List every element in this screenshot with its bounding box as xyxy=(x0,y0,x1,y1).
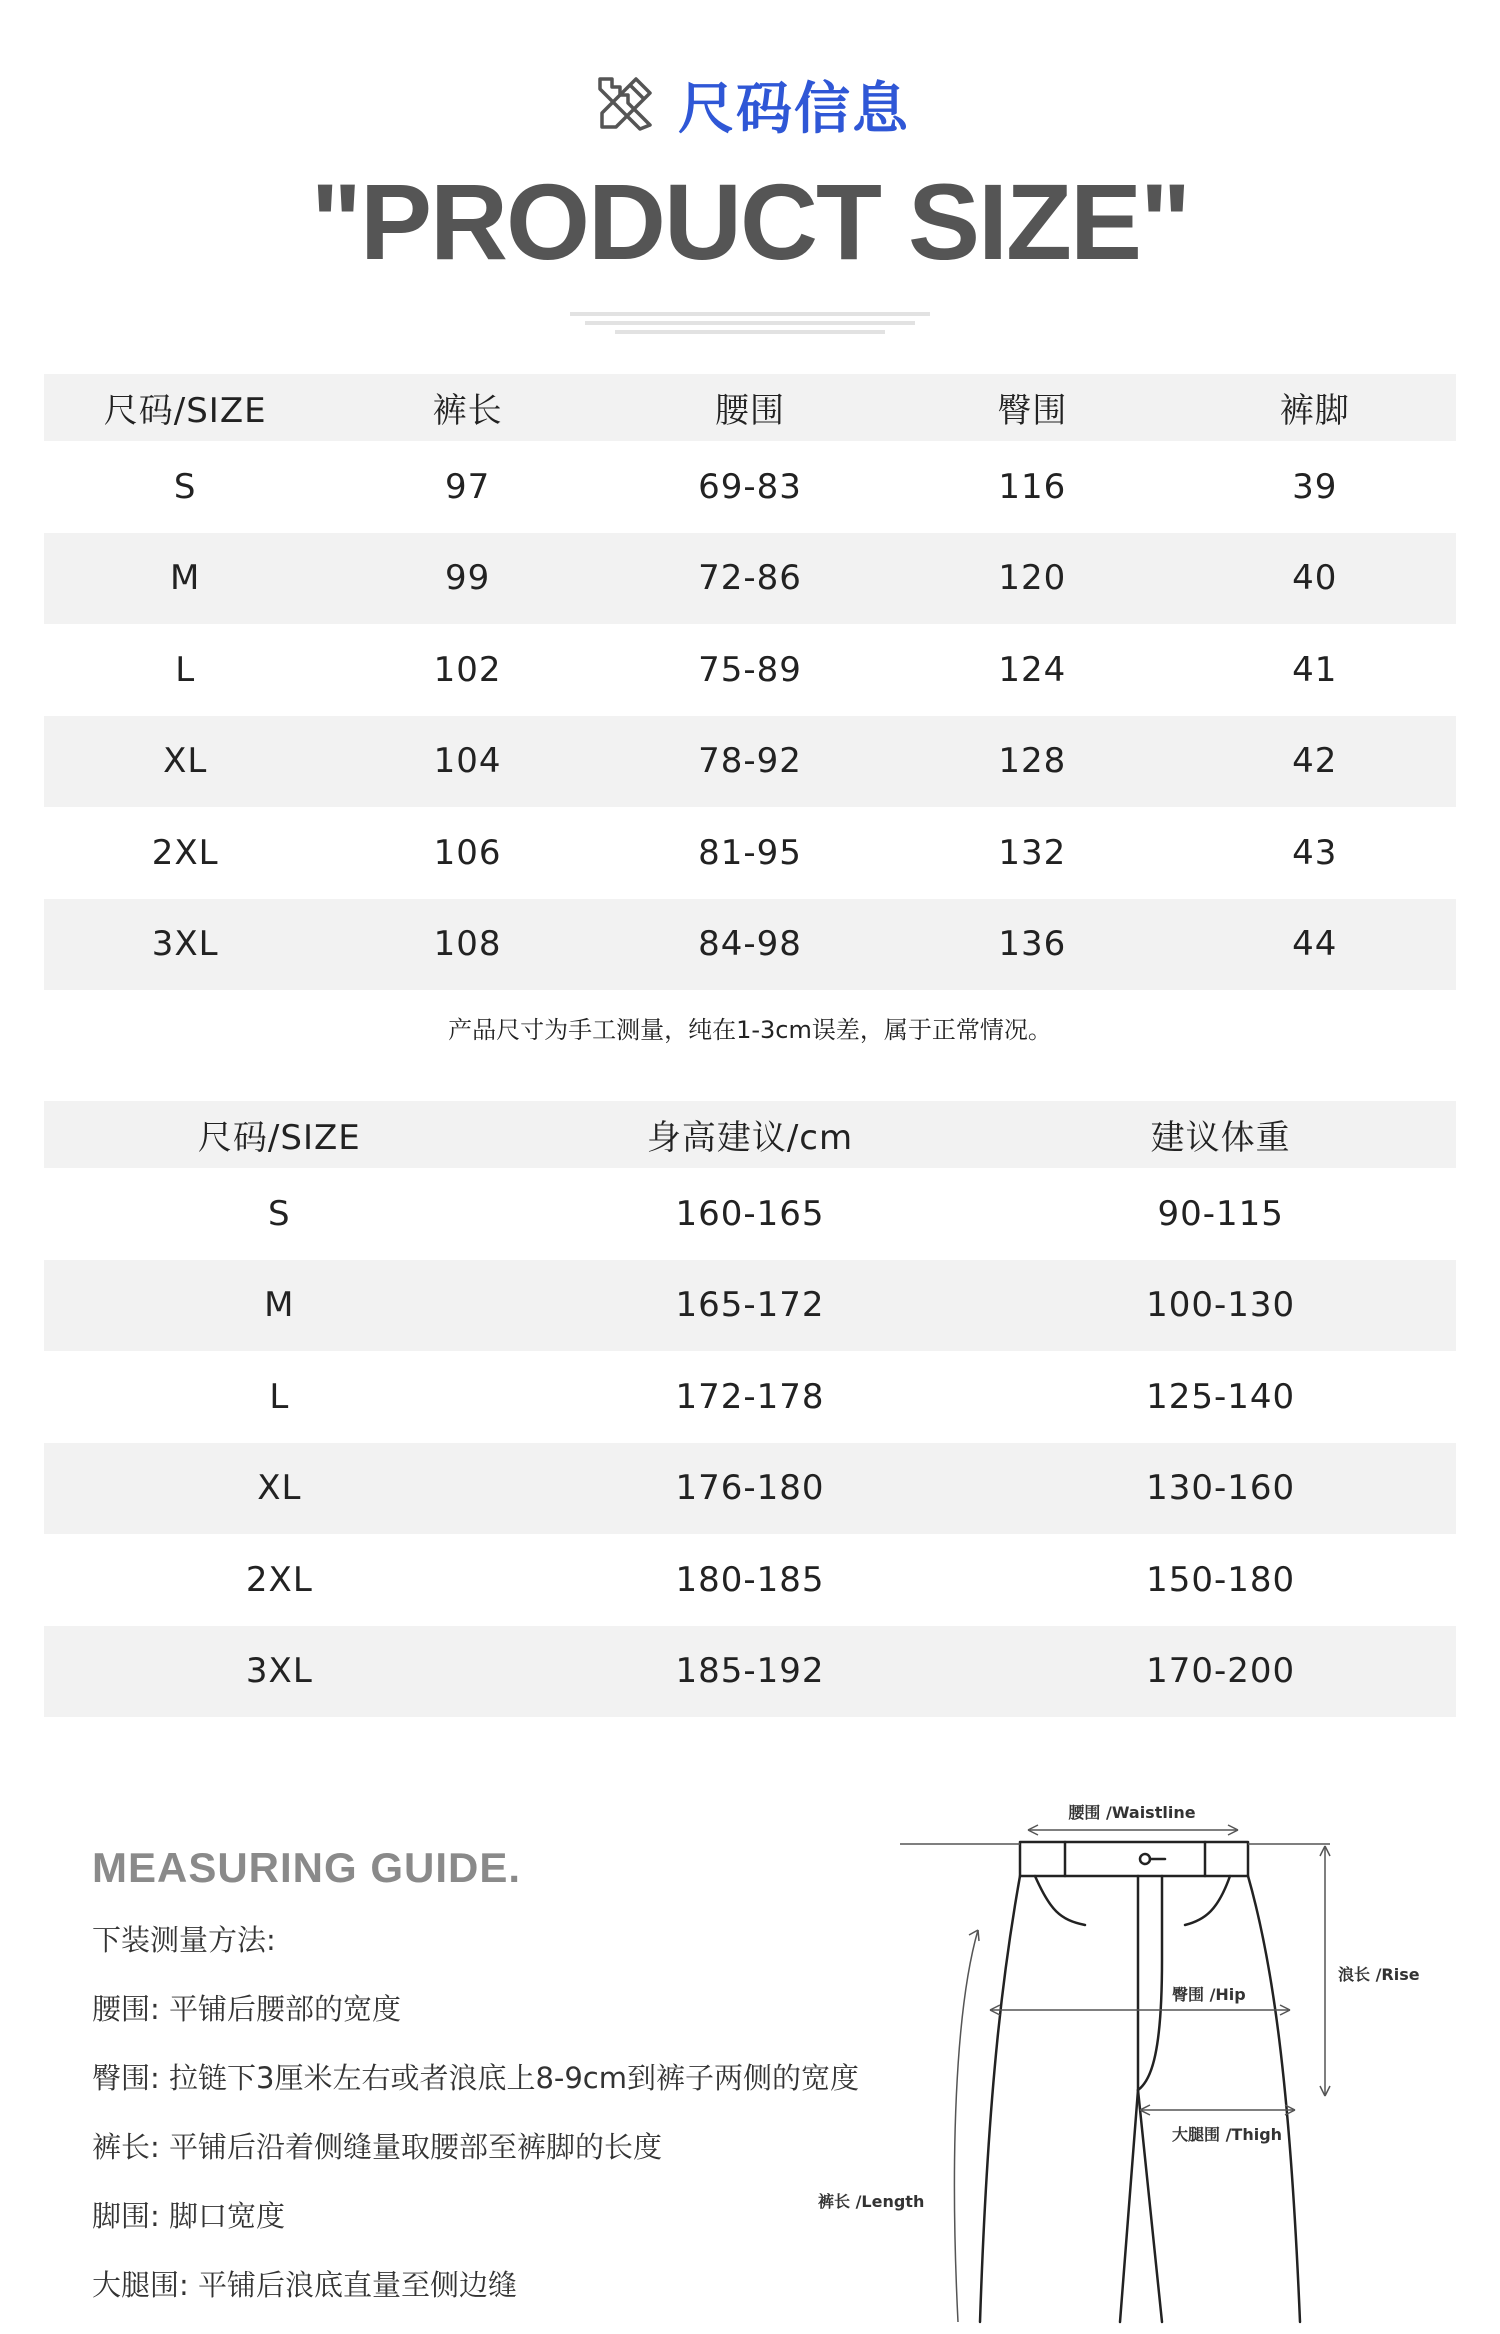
pants-icon xyxy=(818,1760,1440,2322)
table-cell: 108 xyxy=(433,924,502,965)
rise-label: 浪长 /Rise xyxy=(1338,1965,1420,1984)
table-cell: M xyxy=(264,1285,295,1326)
table-cell: 78-92 xyxy=(698,741,802,782)
table-cell: 165-172 xyxy=(675,1285,825,1326)
table-cell: 99 xyxy=(444,558,491,599)
table-cell: 97 xyxy=(444,466,491,507)
table-cell: 72-86 xyxy=(698,558,802,599)
header-cell: 尺码/SIZE xyxy=(197,1118,361,1158)
ruler-pencil-icon xyxy=(590,67,662,143)
waist-label: 腰围 /Waistline xyxy=(1068,1803,1196,1822)
table-cell: 3XL xyxy=(151,924,219,965)
table-cell: 185-192 xyxy=(675,1651,825,1692)
table-cell: 40 xyxy=(1292,558,1338,599)
header-cell: 身高建议/cm xyxy=(646,1118,854,1158)
table-cell: 124 xyxy=(998,649,1067,690)
decorative-lines xyxy=(570,312,930,334)
guide-line: 臀围: 拉链下3厘米左右或者浪底上8-9cm到裤子两侧的宽度 xyxy=(92,2061,860,2095)
guide-line: 腰围: 平铺后腰部的宽度 xyxy=(92,1992,401,2026)
guide-line: 脚围: 脚口宽度 xyxy=(92,2199,285,2233)
table-row xyxy=(44,807,1456,899)
table-cell: 69-83 xyxy=(698,466,802,507)
table-row xyxy=(44,1534,1456,1626)
table-cell: 90-115 xyxy=(1157,1193,1284,1234)
table-cell: 130-160 xyxy=(1146,1468,1296,1509)
table-cell: L xyxy=(175,649,196,690)
table-row xyxy=(44,899,1456,991)
table-cell: 41 xyxy=(1292,649,1338,690)
table-cell: S xyxy=(173,466,197,507)
table-header-row xyxy=(44,374,1456,441)
table-cell: 172-178 xyxy=(675,1376,825,1417)
table-cell: 180-185 xyxy=(675,1559,825,1600)
table-cell: XL xyxy=(257,1468,302,1509)
length-label: 裤长 /Length xyxy=(818,2192,925,2211)
table-row xyxy=(44,624,1456,716)
table-cell: 39 xyxy=(1292,466,1338,507)
table-cell: 2XL xyxy=(151,832,219,873)
table-row xyxy=(44,1260,1456,1352)
table-cell: 160-165 xyxy=(675,1193,825,1234)
table-cell: 150-180 xyxy=(1146,1559,1296,1600)
thigh-label: 大腿围 /Thigh xyxy=(1172,2125,1283,2144)
table-cell: 116 xyxy=(998,466,1067,507)
header-cell: 建议体重 xyxy=(1150,1118,1291,1158)
size-table xyxy=(44,374,1456,990)
product-size-title: "PRODUCT SIZE" xyxy=(310,161,1190,282)
measuring-guide xyxy=(92,1844,859,2334)
table-header-row xyxy=(44,1101,1456,1168)
header-cell: 尺码/SIZE xyxy=(103,391,267,431)
table-cell: 100-130 xyxy=(1146,1285,1296,1326)
table-row xyxy=(44,716,1456,808)
table-cell: 81-95 xyxy=(698,832,802,873)
guide-line: 大腿围: 平铺后浪底直量至侧边缝 xyxy=(92,2268,517,2302)
table-cell: 84-98 xyxy=(698,924,802,965)
table-cell: M xyxy=(170,558,201,599)
table-cell: 3XL xyxy=(245,1651,313,1692)
header-cell: 裤长 xyxy=(432,391,503,431)
measurement-note: 产品尺寸为手工测量，纯在1-3cm误差，属于正常情况。 xyxy=(448,1016,1052,1044)
table-cell: 132 xyxy=(998,832,1067,873)
guide-title: MEASURING GUIDE. xyxy=(92,1844,522,1891)
guide-line: 裤长: 平铺后沿着侧缝量取腰部至裤脚的长度 xyxy=(92,2130,662,2164)
guide-line: 下装测量方法: xyxy=(92,1923,276,1957)
cn-title: 尺码信息 xyxy=(678,77,910,142)
table-cell: L xyxy=(269,1376,290,1417)
table-row xyxy=(44,1443,1456,1535)
table-cell: 125-140 xyxy=(1146,1376,1296,1417)
header-cell: 臀围 xyxy=(997,391,1068,431)
table-cell: 104 xyxy=(433,741,502,782)
table-cell: 106 xyxy=(433,832,502,873)
table-cell: XL xyxy=(163,741,208,782)
fit-recommendation-table xyxy=(44,1101,1456,1717)
table-cell: 75-89 xyxy=(698,649,802,690)
table-cell: 170-200 xyxy=(1146,1651,1296,1692)
table-cell: 42 xyxy=(1292,741,1338,782)
table-row xyxy=(44,533,1456,625)
table-cell: 44 xyxy=(1292,924,1338,965)
table-cell: 128 xyxy=(998,741,1067,782)
header-cell: 裤脚 xyxy=(1279,391,1350,431)
table-cell: 176-180 xyxy=(675,1468,825,1509)
table-row xyxy=(44,1168,1456,1260)
table-cell: 120 xyxy=(998,558,1067,599)
table-row xyxy=(44,1626,1456,1718)
pants-diagram xyxy=(818,1760,1440,2322)
table-row xyxy=(44,441,1456,533)
table-cell: 2XL xyxy=(245,1559,313,1600)
header-top xyxy=(0,60,1500,150)
table-cell: 136 xyxy=(998,924,1067,965)
table-cell: 102 xyxy=(433,649,502,690)
header xyxy=(0,60,1500,339)
hip-label: 臀围 /Hip xyxy=(1172,1985,1246,2004)
table-cell: 43 xyxy=(1292,832,1338,873)
table-cell: S xyxy=(268,1193,291,1234)
table-row xyxy=(44,1351,1456,1443)
header-cell: 腰围 xyxy=(714,391,785,431)
